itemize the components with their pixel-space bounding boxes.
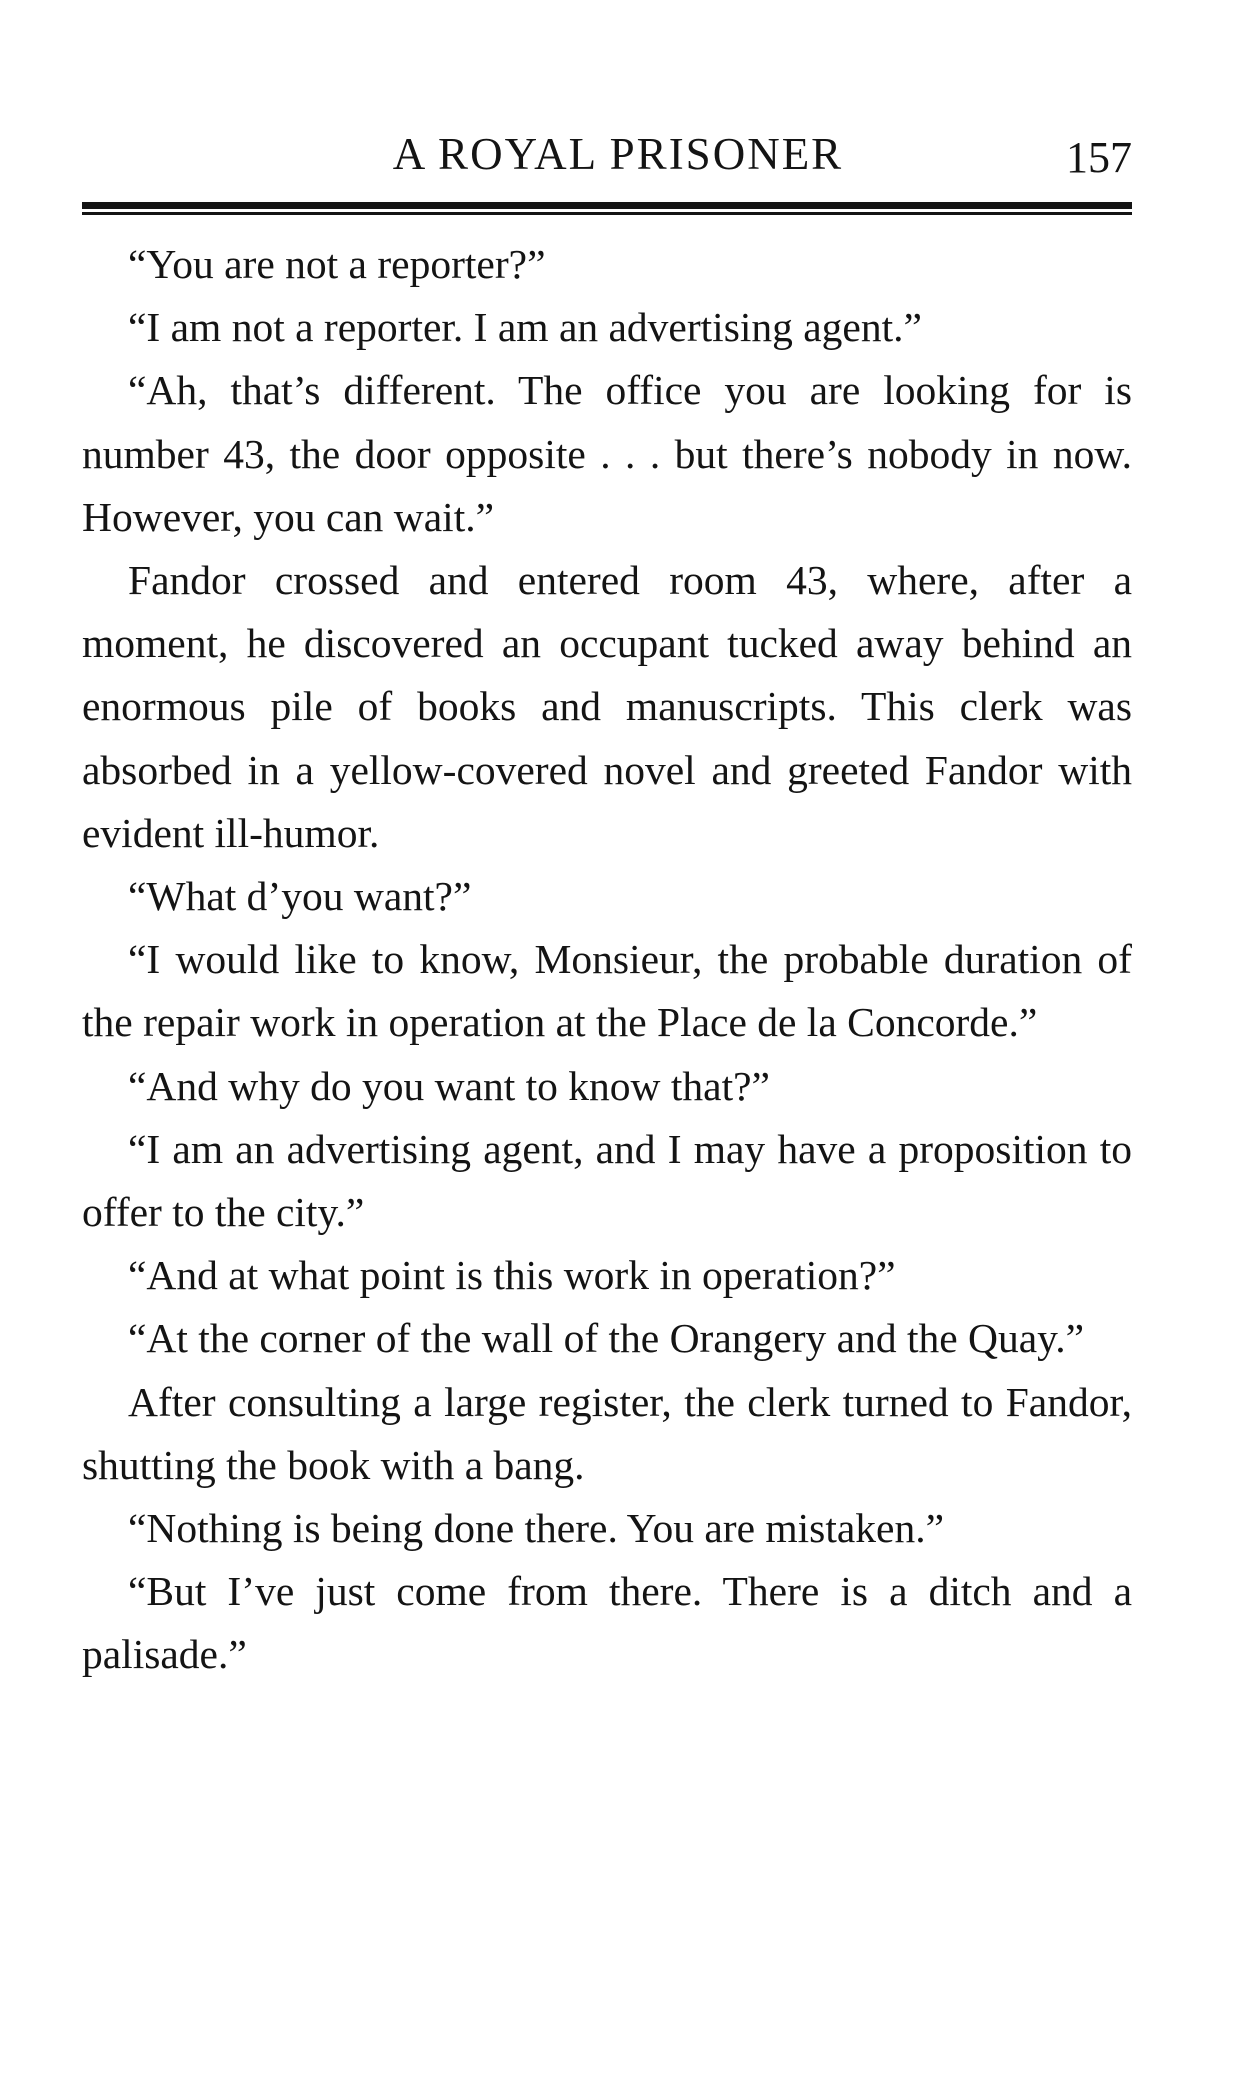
header-rule-thick xyxy=(82,202,1132,209)
paragraph: “Ah, that’s different. The office you are looking for is number 43, the door opposite . . . but there’s nobody in now. However, you can wait.” xyxy=(82,367,1132,540)
paragraph: “Nothing is being done there. You are mistaken.” xyxy=(128,1505,944,1552)
paragraph: “And at what point is this work in operation?” xyxy=(128,1252,896,1299)
paragraph: “At the corner of the wall of the Orangery and the Quay.” xyxy=(128,1315,1085,1362)
page-number: 157 xyxy=(1066,133,1132,182)
paragraph: “I would like to know, Monsieur, the probable duration of the repair work in operation at the Place de la Concorde.” xyxy=(82,936,1132,1046)
paragraph: “You are not a reporter?” xyxy=(128,241,546,287)
paragraph: “And why do you want to know that?” xyxy=(128,1062,770,1109)
paragraph: “But I’ve just come from there. There is a ditch and a palisade.” xyxy=(82,1568,1132,1678)
paragraph: After consulting a large register, the clerk turned to Fandor, shutting the book with a bang. xyxy=(82,1378,1132,1488)
page-header xyxy=(82,128,1132,184)
running-title: A ROYAL PRISONER xyxy=(392,129,844,179)
header-rule-thin xyxy=(82,212,1132,215)
paragraph: “I am not a reporter. I am an advertising agent.” xyxy=(128,304,922,351)
paragraph: “What d’you want?” xyxy=(128,873,472,920)
paragraph: Fandor crossed and entered room 43, where, after a moment, he discovered an occupant tucked away behind an enormous pile of books and manuscripts. This clerk was absorbed in a yellow-covered novel and greeted Fandor with evident ill-humor. xyxy=(82,557,1132,856)
book-page xyxy=(82,128,1132,1687)
paragraph: “I am an advertising agent, and I may have a proposition to offer to the city.” xyxy=(82,1125,1132,1236)
body-text xyxy=(82,233,1132,1687)
